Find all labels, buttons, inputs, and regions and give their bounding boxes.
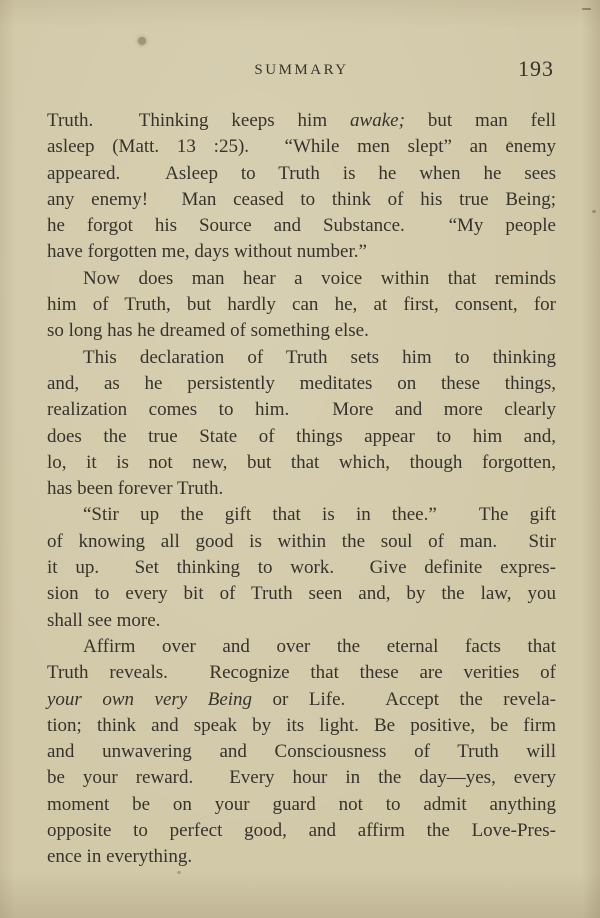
paragraph: [47, 108, 556, 266]
text-segment: he forgot his Source and Substance. “My people: [47, 215, 556, 237]
text-segment: has been forever Truth.: [47, 478, 224, 500]
text-segment: Affirm over and over the eternal facts that: [83, 635, 556, 657]
text-segment: and, as he persistently meditates on these things,: [47, 372, 556, 394]
text-line: [47, 187, 556, 213]
text-line: [47, 134, 556, 160]
paper-speck: [592, 210, 596, 213]
text-segment: This declaration of Truth sets him to thinking: [83, 346, 556, 368]
text-line: [47, 581, 556, 607]
text-segment: of knowing all good is within the soul of man. Stir: [47, 530, 556, 552]
text-line: [47, 161, 556, 187]
paper-speck: [582, 8, 591, 10]
paper-speck: [177, 871, 181, 874]
paragraph: [47, 634, 556, 871]
running-header: [47, 56, 556, 84]
page-number: 193: [518, 56, 554, 81]
running-head-title: SUMMARY: [254, 62, 349, 78]
text-line: [47, 739, 556, 765]
text-segment: ence in everything.: [47, 846, 193, 868]
text-line: [47, 450, 556, 476]
text-line: [47, 476, 556, 502]
text-line: [47, 818, 556, 844]
text-line: [47, 765, 556, 791]
text-segment: and unwavering and Consciousness of Truth will: [47, 741, 556, 763]
text-segment: opposite to perfect good, and affirm the Love-Pres-: [47, 820, 556, 842]
text-segment: sion to every bit of Truth seen and, by the law, you: [47, 583, 556, 605]
text-segment: it up. Set thinking to work. Give definite expres-: [47, 557, 556, 579]
text-segment: Now does man hear a voice within that reminds: [83, 267, 556, 289]
paragraph: [47, 345, 556, 503]
text-segment: tion; think and speak by its light. Be positive, be firm: [47, 714, 556, 736]
text-line: [47, 108, 556, 134]
text-line: [47, 608, 556, 634]
text-segment: does the true State of things appear to him and,: [47, 425, 556, 447]
text-segment: Truth. Thinking keeps him: [47, 110, 351, 131]
body-text: [47, 108, 556, 871]
text-line: [47, 529, 556, 555]
text-line: [47, 844, 556, 870]
text-line: [47, 397, 556, 423]
text-segment: “Stir up the gift that is in thee.” The gift: [83, 504, 556, 526]
text-line: [47, 555, 556, 581]
text-line: [47, 266, 556, 292]
text-line: [47, 634, 556, 660]
text-line: [47, 713, 556, 739]
text-line: [47, 687, 556, 713]
text-line: [47, 213, 556, 239]
paragraph: [47, 502, 556, 633]
text-segment: shall see more.: [47, 609, 161, 631]
text-segment: asleep (Matt. 13 :25). “While men slept” an enemy: [47, 136, 556, 158]
text-segment: appeared. Asleep to Truth is he when he sees: [47, 162, 556, 184]
italic-text: your own very Being: [47, 688, 253, 710]
text-segment: be your reward. Every hour in the day—yes, every: [47, 767, 556, 789]
text-segment: but man fell: [404, 110, 556, 131]
text-segment: have forgotten me, days without number.”: [47, 241, 367, 263]
text-line: [47, 792, 556, 818]
italic-text: awake;: [350, 110, 405, 131]
text-line: [47, 292, 556, 318]
text-segment: lo, it is not new, but that which, though forgotten,: [47, 451, 556, 473]
text-line: [47, 502, 556, 528]
text-segment: moment be on your guard not to admit anything: [47, 793, 556, 815]
text-segment: him of Truth, but hardly can he, at first, consent, for: [47, 294, 556, 316]
text-segment: Truth reveals. Recognize that these are verities of: [47, 662, 556, 684]
paper-speck: [138, 37, 146, 45]
paragraph: [47, 266, 556, 345]
text-line: [47, 660, 556, 686]
text-line: [47, 318, 556, 344]
text-line: [47, 345, 556, 371]
text-line: [47, 239, 556, 265]
text-line: [47, 424, 556, 450]
text-segment: or Life. Accept the revela-: [252, 688, 557, 710]
text-segment: any enemy! Man ceased to think of his true Being;: [47, 188, 556, 210]
text-line: [47, 371, 556, 397]
text-segment: realization comes to him. More and more clearly: [47, 399, 556, 421]
text-segment: so long has he dreamed of something else.: [47, 320, 369, 342]
